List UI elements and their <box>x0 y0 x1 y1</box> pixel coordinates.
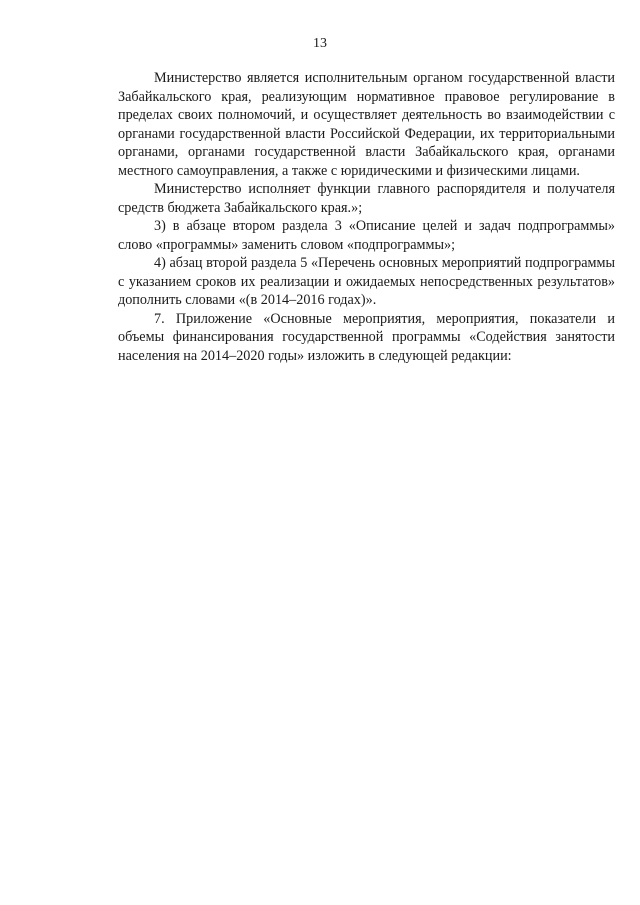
paragraph-amendment-3: 3) в абзаце втором раздела 3 «Описание целей и задач подпрограммы» слово «программы» заменить словом «подпрограммы»; <box>118 218 615 253</box>
paragraph-amendment-7: 7. Приложение «Основные мероприятия, мероприятия, показатели и объемы финансирования государственной программы «Содействия занятости населения на 2014–2020 годы» изложить в следующей редакции: <box>118 310 615 364</box>
paragraph-ministry-status: Министерство является исполнительным органом государственной власти Забайкальского края, реализующим нормативное правовое регулирование в пределах своих полномочий, и осуществляет деятельность во взаимодействии с органами государственной власти Российской Федерации, их территориальными органами, органами государственной власти Забайкальского края, органами местного самоуправления, а также с юридическими и физическими лицами. <box>118 70 615 179</box>
document-body <box>118 69 615 365</box>
page-number: 13 <box>313 36 327 51</box>
paragraph-amendment-4: 4) абзац второй раздела 5 «Перечень основных мероприятий подпрограммы с указанием сроков их реализации и ожидаемых непосредственных результатов» дополнить словами «(в 2014–2016 годах)». <box>118 255 615 308</box>
paragraph-ministry-functions: Министерство исполняет функции главного распорядителя и получателя средств бюджета Забайкальского края.»; <box>118 181 615 216</box>
